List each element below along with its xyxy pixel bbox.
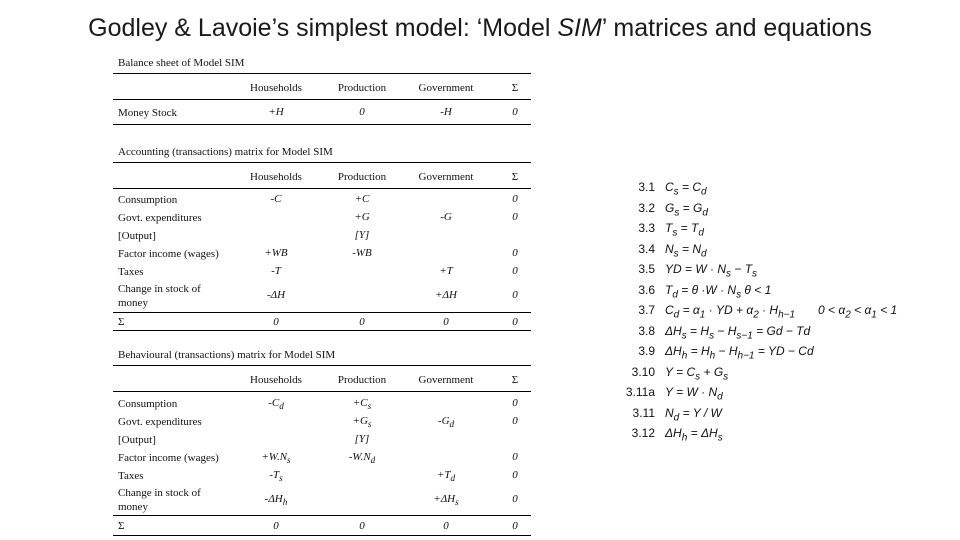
behavioural-cell: $+\Delta H_s$ <box>433 493 459 508</box>
accounting-cell: [Y] <box>354 229 370 241</box>
behavioural-bottom-rule <box>113 535 531 536</box>
accounting-total-cell: 0 <box>273 316 279 328</box>
behavioural-total-cell: 0 <box>443 520 449 532</box>
accounting-row-label: Consumption <box>118 194 178 206</box>
equation-text: $Y = C_s + G_s$ <box>665 364 729 382</box>
equation-text: $C_d = \alpha_1$ · YD + $\alpha_2 \cdot H_{h-1}$ <box>665 303 796 321</box>
behavioural-total-rule <box>113 515 531 516</box>
accounting-cell: -T <box>271 265 281 277</box>
balance-top-rule <box>113 73 531 74</box>
behavioural-cell: $+W.N_s$ <box>261 451 291 466</box>
accounting-row-label: Govt. expenditures <box>118 212 202 224</box>
accounting-cell: -ΔH <box>266 289 286 301</box>
behavioural-row-label: Change in stock of money <box>118 487 201 513</box>
equation-text: $\Delta H_h = \Delta H_s$ <box>665 426 723 444</box>
balance-bottom-rule <box>113 124 531 125</box>
equation-number: 3.9 <box>638 344 655 358</box>
accounting-row-label: Change in stock of money <box>118 283 201 309</box>
balance-header-government: Government <box>418 82 474 94</box>
accounting-bottom-rule <box>113 330 531 331</box>
behavioural-cell: 0 <box>512 493 518 505</box>
equation-number: 3.3 <box>638 221 655 235</box>
balance-row-label: Money Stock <box>118 107 177 119</box>
balance-cell: 0 <box>512 106 518 118</box>
title-text: Godley & Lavoie’s simplest model: ‘Model <box>88 14 558 42</box>
equation-number: 3.7 <box>638 303 655 317</box>
equation-text: $G_s = G_d$ <box>665 200 708 218</box>
balance-header-rule <box>113 99 531 100</box>
behavioural-total-cell: 0 <box>273 520 279 532</box>
behavioural-row-label: Taxes <box>118 470 144 482</box>
balance-caption: Balance sheet of Model SIM <box>118 57 245 69</box>
equation-text: $N_d = Y / W$ <box>665 405 722 423</box>
accounting-total-rule <box>113 312 531 313</box>
balance-header-sum: Σ <box>511 82 519 94</box>
behavioural-cell: 0 <box>512 397 518 409</box>
behavioural-cell: $+C_s$ <box>352 397 372 412</box>
equation-text: $N_s = N_d$ <box>665 241 707 259</box>
accounting-total-cell: 0 <box>512 316 518 328</box>
equation-text: $\Delta H_s = H_s - H_{s-1} = Gd - Td$ <box>665 323 811 341</box>
equation-number: 3.5 <box>638 262 655 276</box>
behavioural-row-label: Factor income (wages) <box>118 452 219 464</box>
behavioural-header-sum: Σ <box>511 374 519 386</box>
accounting-total-cell: 0 <box>443 316 449 328</box>
accounting-cell: -G <box>440 211 452 223</box>
behavioural-cell: $-G_d$ <box>437 415 455 430</box>
equation-text: $\Delta H_h = H_h - H_{h-1}$ = YD − Cd <box>665 344 814 362</box>
accounting-cell: +WB <box>264 247 288 259</box>
equation-number: 3.4 <box>638 241 655 256</box>
equation-number: 3.1 <box>638 180 655 194</box>
behavioural-header-production: Production <box>337 374 387 386</box>
equation-number: 3.11 <box>632 405 655 420</box>
accounting-cell: 0 <box>512 211 518 223</box>
behavioural-cell: [Y] <box>354 433 370 445</box>
balance-header-production: Production <box>337 82 387 94</box>
behavioural-caption: Behavioural (transactions) matrix for Model SIM <box>118 349 336 361</box>
equation-number: 3.12 <box>631 426 655 440</box>
equation-number: 3.6 <box>638 282 655 297</box>
behavioural-top-rule <box>113 365 531 366</box>
behavioural-row-label: [Output] <box>118 434 156 446</box>
accounting-cell: +ΔH <box>435 289 457 301</box>
equation-number: 3.8 <box>638 323 655 338</box>
accounting-total-cell: 0 <box>359 316 365 328</box>
accounting-caption: Accounting (transactions) matrix for Model SIM <box>118 146 333 158</box>
behavioural-cell: $-W.N_d$ <box>348 451 376 466</box>
behavioural-row-label: Consumption <box>118 398 178 410</box>
accounting-header-rule <box>113 188 531 189</box>
equation-condition: $0 < \alpha_2 < \alpha_1 < 1$ <box>818 303 898 321</box>
accounting-row-label: Taxes <box>118 266 144 278</box>
accounting-row-label: [Output] <box>118 230 156 242</box>
title-emphasis: SIM <box>557 14 602 42</box>
accounting-row-label: Factor income (wages) <box>118 248 219 260</box>
title-text-end: ’ matrices and equations <box>601 14 872 42</box>
accounting-cell: 0 <box>512 265 518 277</box>
accounting-cell: +G <box>354 211 370 223</box>
behavioural-cell: $+G_s$ <box>352 415 372 430</box>
accounting-top-rule <box>113 162 531 163</box>
behavioural-row-label: Govt. expenditures <box>118 416 202 428</box>
behavioural-cell: 0 <box>512 415 518 427</box>
accounting-cell: -WB <box>352 247 372 259</box>
equation-text: $T_d = \theta \cdot W \cdot N_s$ θ < 1 <box>665 282 772 300</box>
balance-cell: 0 <box>359 106 365 118</box>
equation-text: YD = $W \cdot N_s - T_s$ <box>665 262 758 280</box>
behavioural-header-rule <box>113 391 531 392</box>
behavioural-cell: $-T_s$ <box>269 469 283 484</box>
accounting-header-households: Households <box>250 171 302 183</box>
accounting-cell: +T <box>439 265 453 277</box>
behavioural-header-households: Households <box>250 374 302 386</box>
behavioural-total-cell: 0 <box>512 520 518 532</box>
equation-text: $C_s = C_d$ <box>665 180 707 198</box>
accounting-cell: 0 <box>512 289 518 301</box>
behavioural-cell: $+T_d$ <box>436 469 456 484</box>
equation-number: 3.11a <box>625 385 655 399</box>
balance-header-households: Households <box>250 82 302 94</box>
accounting-cell: +C <box>354 193 370 205</box>
behavioural-cell: $-\Delta H_h$ <box>264 493 288 508</box>
equation-number: 3.2 <box>638 200 655 215</box>
behavioural-total-label: Σ <box>118 520 125 532</box>
slide-title <box>0 14 960 43</box>
accounting-cell: -C <box>270 193 282 205</box>
accounting-header-sum: Σ <box>511 171 519 183</box>
balance-cell: -H <box>440 106 452 118</box>
behavioural-cell: 0 <box>512 469 518 481</box>
equation-text: $Y = W \cdot N_d$ <box>665 385 723 403</box>
behavioural-cell: $-C_d$ <box>268 397 284 412</box>
behavioural-total-cell: 0 <box>359 520 365 532</box>
accounting-header-production: Production <box>337 171 387 183</box>
balance-cell: +H <box>268 106 284 118</box>
equation-number: 3.10 <box>631 364 655 379</box>
behavioural-header-government: Government <box>418 374 474 386</box>
behavioural-cell: 0 <box>512 451 518 463</box>
equation-text: $T_s = T_d$ <box>665 221 704 239</box>
accounting-total-label: Σ <box>118 316 125 328</box>
accounting-header-government: Government <box>418 171 474 183</box>
accounting-cell: 0 <box>512 247 518 259</box>
accounting-cell: 0 <box>512 193 518 205</box>
